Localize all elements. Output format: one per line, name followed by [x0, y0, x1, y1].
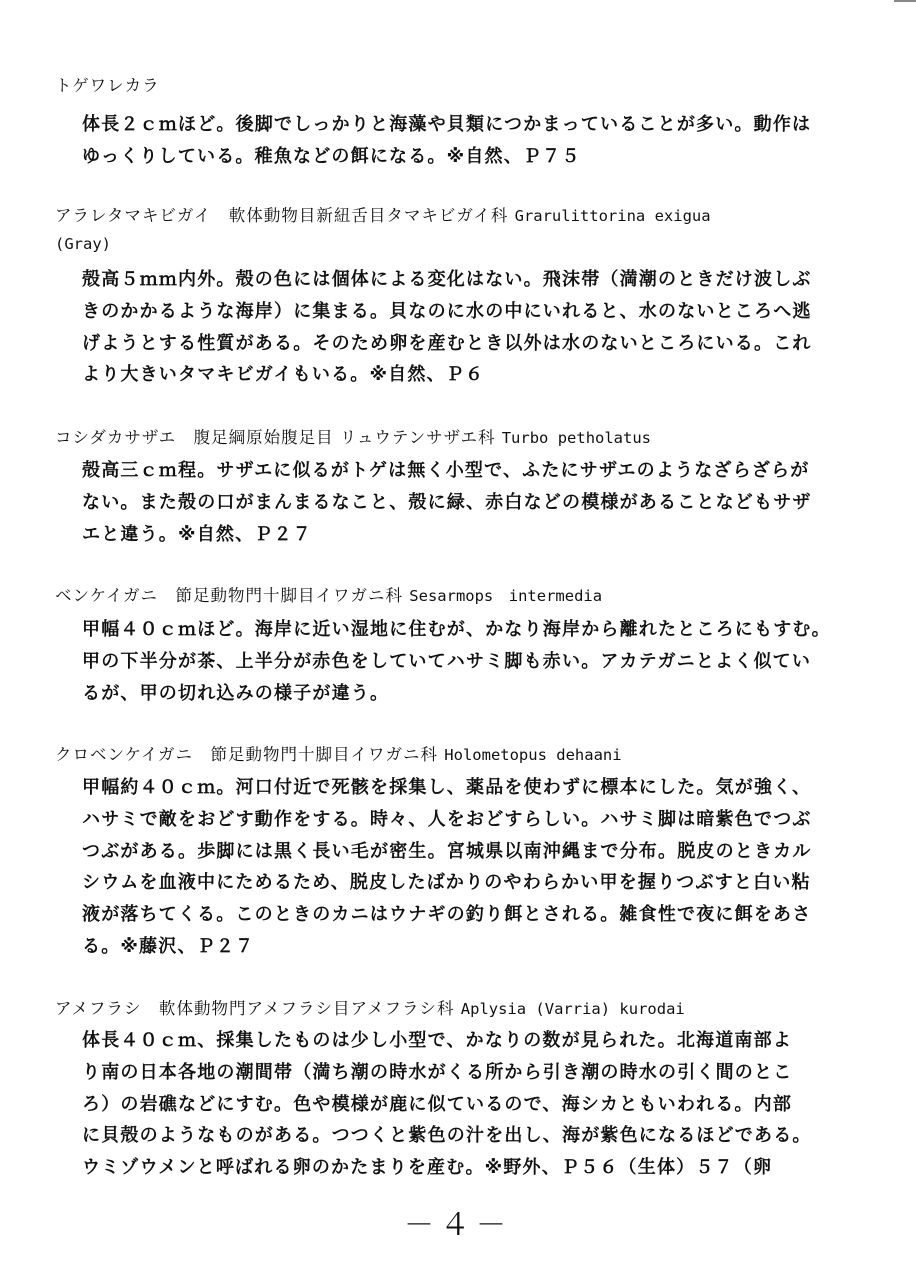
body-line: に貝殻のようなものがある。つつくと紫色の汁を出し、海が紫色になるほどである。 — [82, 1125, 812, 1147]
body-line: る。※藤沢、Ｐ２７ — [82, 935, 255, 957]
entry-body — [82, 614, 831, 709]
entry-body — [82, 109, 822, 173]
entry-heading — [55, 424, 855, 452]
entry-body — [82, 772, 822, 963]
body-line: より大きいタマキビガイもいる。※自然、Ｐ６ — [82, 364, 485, 386]
scientific-name: Grarulittorina exigua — [514, 207, 711, 225]
body-line: げようとする性質がある。そのため卵を産むとき以外は水のないところにいる。これ — [82, 332, 812, 354]
entry-heading — [55, 995, 855, 1023]
body-line: つぶがある。歩脚には黒く長い毛が密生。宮城県以南沖縄まで分布。脱皮のときカル — [82, 840, 812, 862]
entry-heading — [55, 741, 855, 769]
body-line: きのかかるような海岸）に集まる。貝なのに水の中にいれると、水のないところへ逃 — [82, 300, 812, 322]
body-line: 殻高三ｃｍ程。サザエに似るがトゲは無く小型で、ふたにサザエのようなざらざらが — [82, 460, 810, 481]
body-line: ない。また殻の口がまんまるなこと、殻に緑、赤白などの模様があることなどもサザ — [82, 491, 812, 513]
scientific-name: Aplysia (Varria) kurodai — [460, 1000, 685, 1018]
scientific-name: Turbo petholatus — [501, 429, 652, 447]
entry-body — [82, 455, 822, 550]
body-line: エと違う。※自然、Ｐ２７ — [82, 523, 312, 545]
entry-body — [82, 1025, 822, 1184]
scan-mark — [894, 0, 916, 2]
species-name: クロベンケイガニ 節足動物門十脚目イワガニ科 — [55, 745, 439, 764]
body-line: ウミゾウメンと呼ばれる卵のかたまりを産む。※野外、Ｐ５６（生体）５７（卵 — [82, 1157, 773, 1179]
body-line: り南の日本各地の潮間帯（満ち潮の時水がくる所から引き潮の時水の引く間のとこ — [82, 1061, 793, 1083]
body-line: 体長４０ｃｍ、採集したものは少し小型で、かなりの数が見られた。北海道南部よ — [82, 1030, 793, 1051]
entry-heading — [55, 582, 855, 610]
scientific-name-continued: (Gray) — [55, 235, 111, 253]
species-name: コシダカサザエ 腹足綱原始腹足目 リュウテンサザエ科 — [55, 428, 496, 447]
body-line: ゆっくりしている。稚魚などの餌になる。※自然、Ｐ７５ — [82, 145, 581, 167]
body-line: 体長２ｃｍほど。後脚でしっかりと海藻や貝類につかまっていることが多い。動作は — [82, 114, 812, 135]
entry-body — [82, 264, 822, 391]
species-name: トゲワレカラ — [55, 76, 160, 95]
body-line: 甲の下半分が茶、上半分が赤色をしていてハサミ脚も赤い。アカテガニとよく似てい — [82, 650, 812, 672]
entry-heading — [55, 202, 855, 230]
body-line: ハサミで敵をおどす動作をする。時々、人をおどすらしい。ハサミ脚は暗紫色でつぶ — [82, 808, 812, 830]
body-line: 甲幅約４０ｃｍ。河口付近で死骸を採集し、薬品を使わずに標本にした。気が強く、 — [82, 777, 812, 798]
species-name: アラレタマキビガイ 軟体動物目新紐舌目タマキビガイ科 — [55, 206, 509, 225]
scientific-name: Sesarmops intermedia — [409, 587, 603, 605]
body-line: ろ）の岩礁などにすむ。色や模様が鹿に似ているので、海シカともいわれる。内部 — [82, 1093, 793, 1115]
body-line: 甲幅４０ｃｍほど。海岸に近い湿地に住むが、かなり海岸から離れたところにもすむ。 — [82, 619, 831, 640]
species-name: アメフラシ 軟体動物門アメフラシ目アメフラシ科 — [55, 999, 455, 1018]
body-line: 液が落ちてくる。このときのカニはウナギの釣り餌とされる。雑食性で夜に餌をあさ — [82, 904, 812, 926]
species-name: ベンケイガニ 節足動物門十脚目イワガニ科 — [55, 586, 404, 605]
scientific-name: Holometopus dehaani — [444, 746, 622, 764]
page-number: －４－ — [404, 1208, 512, 1243]
body-line: シウムを血液中にためるため、脱皮したばかりのやわらかい甲を握りつぶすと白い粘 — [82, 872, 811, 894]
body-line: るが、甲の切れ込みの様子が違う。 — [82, 682, 390, 704]
entry-heading — [55, 72, 855, 100]
body-line: 殻高５ｍｍ内外。殻の色には個体による変化はない。飛沫帯（満潮のときだけ波しぶ — [82, 269, 812, 290]
